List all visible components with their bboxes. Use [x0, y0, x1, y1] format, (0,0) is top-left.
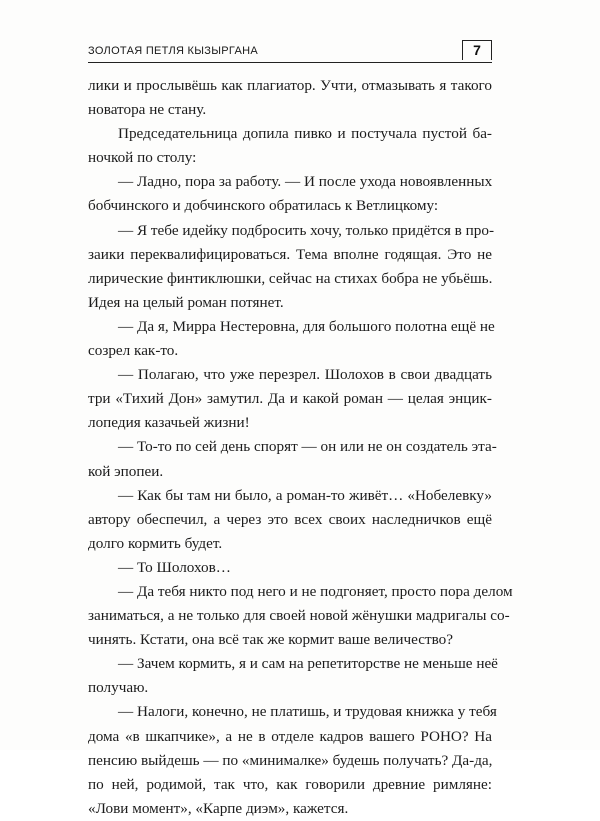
text-line: новатора не стану. — [88, 101, 207, 119]
text-line: — Как бы там ни было, а роман-то живёт… «Нобелевку» — [118, 486, 492, 504]
text-line: получаю. — [88, 679, 149, 697]
text-line: лики и прослывёшь как плагиатор. Учти, отмазывать я такого — [88, 77, 492, 94]
text-line: — Налоги, конечно, не платишь, и трудовая книжка у тебя — [118, 703, 497, 721]
text-line: — То Шолохов… — [118, 558, 231, 576]
text-line: — То-то по сей день спорят — он или не он создатель эта- — [118, 438, 497, 456]
text-line: дома «в шкапчике», а не в отделе кадров вашего РОНО? На — [88, 727, 492, 745]
text-line: Идея на целый роман потянет. — [88, 293, 284, 311]
running-title: ЗОЛОТАЯ ПЕТЛЯ КЫЗЫРГАНА — [88, 45, 258, 57]
text-line: лирические финтиклюшки, сейчас на стихах бобра не убьёшь. — [88, 269, 493, 287]
text-line: автору обеспечил, а через это всех своих наследничков ещё — [88, 510, 492, 528]
text-line: ночкой по столу: — [88, 149, 197, 167]
text-line: — Полагаю, что уже перезрел. Шолохов в свои двадцать — [118, 366, 492, 384]
page-number-box — [462, 40, 492, 60]
page-number: 7 — [473, 42, 481, 58]
text-line: по ней, родимой, так что, как говорили древние римляне: — [88, 775, 492, 793]
text-line: пенсию выйдешь — по «минималке» будешь получать? Да-да, — [88, 751, 493, 769]
text-line: кой эпопеи. — [88, 462, 164, 480]
text-line: заниматься, а не только для своей новой жёнушки мадригалы со- — [88, 607, 510, 625]
text-line: долго кормить будет. — [88, 534, 223, 552]
text-line: — Зачем кормить, я и сам на репетиторстве не меньше неё — [118, 655, 498, 673]
text-line: — Я тебе идейку подбросить хочу, только придётся в про- — [118, 221, 495, 239]
text-line: созрел как-то. — [88, 342, 179, 360]
text-line: бобчинского и добчинского обратилась к Ветлицкому: — [88, 197, 439, 215]
text-line: — Да тебя никто под него и не подгоняет, просто пора делом — [118, 582, 513, 600]
text-line: «Лови момент», «Карпе диэм», кажется. — [88, 799, 349, 817]
page-header — [88, 40, 492, 63]
text-line: чинять. Кстати, она всё так же кормит ваше величество? — [88, 631, 453, 649]
text-line: заики переквалифицироваться. Тема вполне годящая. Это не — [88, 245, 492, 263]
text-line: лопедия казачьей жизни! — [88, 414, 250, 432]
text-line: Председательница допила пивко и постучала пустой ба- — [118, 125, 492, 143]
body-text — [88, 74, 513, 821]
text-line: — Ладно, пора за работу. — И после ухода новоявленных — [118, 173, 493, 191]
text-line: три «Тихий Дон» замутил. Да и какой роман — целая энцик- — [88, 390, 492, 408]
text-line: — Да я, Мирра Нестеровна, для большого полотна ещё не — [118, 317, 495, 335]
